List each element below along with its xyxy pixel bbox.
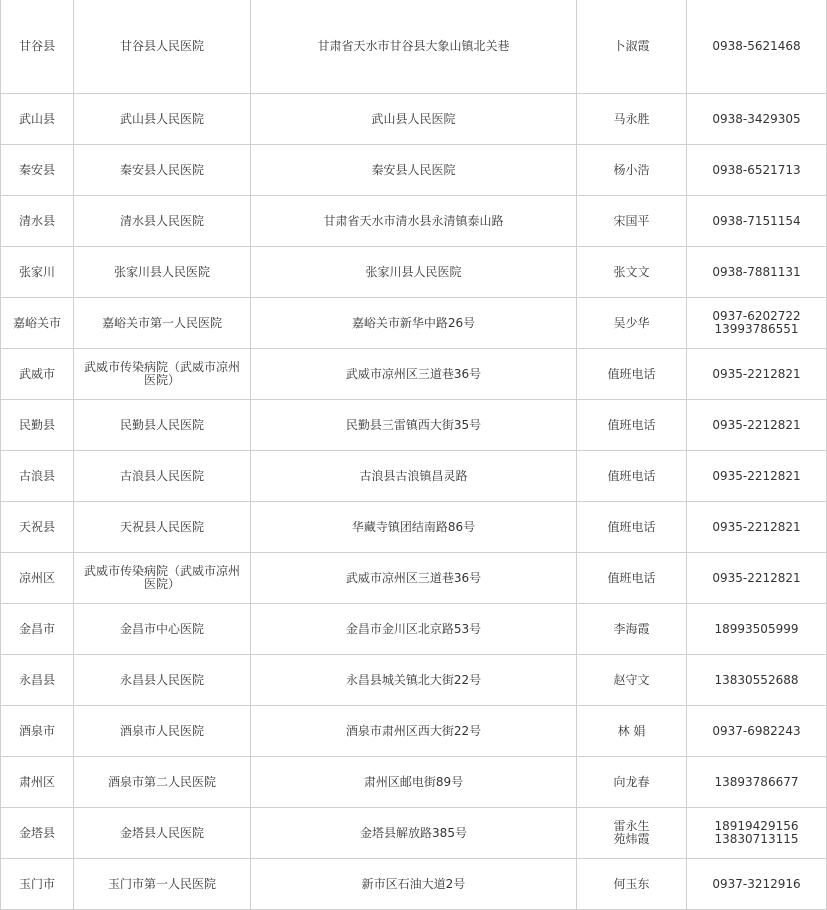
table-row [1,400,827,451]
contact-cell-line: 值班电话 [607,417,656,432]
phone-cell-line: 13830713115 [714,832,799,846]
contact-cell-line: 雷永生 [613,819,650,833]
table-row [1,196,827,247]
contact-cell-line: 李海霞 [613,621,650,636]
address-cell: 肃州区邮电街89号 [251,757,577,808]
address-cell: 武威市凉州区三道巷36号 [251,349,577,400]
phone-cell [687,808,827,859]
address-cell: 甘肃省天水市清水县永清镇泰山路 [251,196,577,247]
contact-cell [577,604,687,655]
table-row [1,553,827,604]
phone-cell-line: 13830552688 [714,672,799,687]
hospital-cell: 酒泉市第二人民医院 [74,757,251,808]
phone-cell [687,349,827,400]
phone-cell [687,298,827,349]
phone-cell-line: 0935-2212821 [712,519,801,534]
phone-cell-line: 0937-6202722 [712,309,801,323]
table-row [1,604,827,655]
address-cell: 金昌市金川区北京路53号 [251,604,577,655]
table-body [1,0,827,910]
contact-cell [577,808,687,859]
address-cell: 武山县人民医院 [251,94,577,145]
hospital-cell: 嘉峪关市第一人民医院 [74,298,251,349]
phone-cell-line: 13993786551 [714,322,799,336]
contact-cell [577,706,687,757]
hospital-cell: 武山县人民医院 [74,94,251,145]
contact-cell [577,451,687,502]
contact-cell [577,145,687,196]
address-cell: 永昌县城关镇北大街22号 [251,655,577,706]
table-row [1,757,827,808]
table-row [1,298,827,349]
address-cell: 酒泉市肃州区西大街22号 [251,706,577,757]
contact-cell [577,298,687,349]
phone-cell [687,553,827,604]
phone-cell-line: 0938-6521713 [712,162,801,177]
hospital-cell: 玉门市第一人民医院 [74,859,251,910]
county-cell: 永昌县 [1,655,74,706]
phone-cell-line: 0935-2212821 [712,468,801,483]
address-cell: 武威市凉州区三道巷36号 [251,553,577,604]
phone-cell-line: 0938-7881131 [712,264,801,279]
address-cell: 张家川县人民医院 [251,247,577,298]
address-cell: 嘉峪关市新华中路26号 [251,298,577,349]
contact-cell-line: 值班电话 [607,366,656,381]
contact-cell [577,0,687,94]
address-cell: 古浪县古浪镇昌灵路 [251,451,577,502]
table-row [1,145,827,196]
hospital-cell: 天祝县人民医院 [74,502,251,553]
table-row [1,706,827,757]
phone-cell-line: 13893786677 [714,774,799,789]
address-cell: 民勤县三雷镇西大街35号 [251,400,577,451]
table-row [1,247,827,298]
hospital-cell: 金塔县人民医院 [74,808,251,859]
contact-cell-line: 林 娟 [617,723,646,738]
county-cell: 张家川 [1,247,74,298]
contact-cell [577,553,687,604]
county-cell: 金昌市 [1,604,74,655]
contact-cell [577,94,687,145]
contact-cell [577,400,687,451]
county-cell: 肃州区 [1,757,74,808]
phone-cell [687,196,827,247]
table-row [1,808,827,859]
county-cell: 武威市 [1,349,74,400]
county-cell: 武山县 [1,94,74,145]
contact-cell-line: 值班电话 [607,519,656,534]
contact-cell [577,349,687,400]
hospital-cell: 秦安县人民医院 [74,145,251,196]
contact-cell [577,859,687,910]
county-cell: 甘谷县 [1,0,74,94]
hospital-cell: 永昌县人民医院 [74,655,251,706]
phone-cell [687,451,827,502]
contact-cell [577,757,687,808]
phone-cell-line: 0937-6982243 [712,723,801,738]
contact-cell-line: 值班电话 [607,570,656,585]
county-cell: 清水县 [1,196,74,247]
contact-cell-line: 杨小浩 [613,162,650,177]
contact-cell-line: 宋国平 [613,213,650,228]
contact-cell [577,247,687,298]
phone-cell-line: 0935-2212821 [712,570,801,585]
table-row [1,859,827,910]
address-cell: 新市区石油大道2号 [251,859,577,910]
table-row [1,349,827,400]
address-cell: 华藏寺镇团结南路86号 [251,502,577,553]
contact-cell-line: 张文文 [613,264,650,279]
hospital-cell: 酒泉市人民医院 [74,706,251,757]
contact-cell-line: 值班电话 [607,468,656,483]
table-row [1,502,827,553]
county-cell: 金塔县 [1,808,74,859]
phone-cell-line: 0935-2212821 [712,366,801,381]
contact-cell [577,655,687,706]
phone-cell [687,706,827,757]
table-row [1,655,827,706]
phone-cell-line: 0938-7151154 [712,213,801,228]
contact-cell [577,196,687,247]
phone-cell-line: 18919429156 [714,819,799,833]
table-row [1,451,827,502]
county-cell: 民勤县 [1,400,74,451]
hospital-cell: 武威市传染病院（武威市凉州医院） [74,553,251,604]
county-cell: 嘉峪关市 [1,298,74,349]
table-row [1,94,827,145]
county-cell: 玉门市 [1,859,74,910]
hospital-cell: 张家川县人民医院 [74,247,251,298]
county-cell: 酒泉市 [1,706,74,757]
hospital-cell: 古浪县人民医院 [74,451,251,502]
address-cell: 秦安县人民医院 [251,145,577,196]
contact-cell [577,502,687,553]
phone-cell [687,859,827,910]
county-cell: 古浪县 [1,451,74,502]
county-cell: 凉州区 [1,553,74,604]
phone-cell-line: 18993505999 [714,621,799,636]
contact-cell-line: 苑炜霞 [613,832,650,846]
phone-cell [687,145,827,196]
county-cell: 天祝县 [1,502,74,553]
hospital-cell: 甘谷县人民医院 [74,0,251,94]
phone-cell [687,247,827,298]
contact-cell-line: 向龙春 [613,774,650,789]
table-row [1,0,827,94]
contact-cell-line: 何玉东 [613,876,650,891]
phone-cell-line: 0935-2212821 [712,417,801,432]
contact-cell-line: 马永胜 [613,111,650,126]
hospital-cell: 金昌市中心医院 [74,604,251,655]
phone-cell [687,502,827,553]
contact-cell-line: 赵守文 [613,672,650,687]
address-cell: 金塔县解放路385号 [251,808,577,859]
phone-cell [687,0,827,94]
phone-cell [687,604,827,655]
phone-cell-line: 0938-5621468 [712,39,801,53]
county-cell: 秦安县 [1,145,74,196]
contact-cell-line: 卜淑霞 [613,39,650,53]
address-cell: 甘肃省天水市甘谷县大象山镇北关巷 [251,0,577,94]
phone-cell [687,400,827,451]
phone-cell [687,655,827,706]
hospital-cell: 清水县人民医院 [74,196,251,247]
contact-cell-line: 吴少华 [613,315,650,330]
phone-cell [687,757,827,808]
phone-cell [687,94,827,145]
hospital-cell: 民勤县人民医院 [74,400,251,451]
phone-cell-line: 0937-3212916 [712,876,801,891]
hospital-cell: 武威市传染病院（武威市凉州医院） [74,349,251,400]
phone-cell-line: 0938-3429305 [712,111,801,126]
